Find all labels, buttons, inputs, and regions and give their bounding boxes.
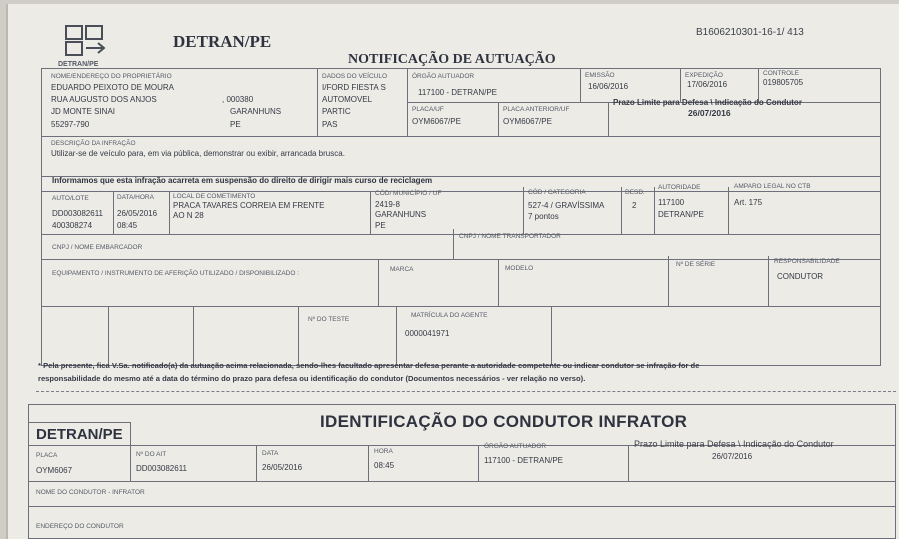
category-value: 527-4 / GRAVÍSSIMA [528, 201, 605, 210]
cnpj-transportador-label: CNPJ / NOME TRANSPORTADOR [459, 233, 561, 240]
authority-label: ÓRGÃO AUTUADOR [412, 73, 475, 80]
logo-caption: DETRAN/PE [58, 61, 99, 68]
brand-label: MARCA [390, 266, 414, 273]
suspension-note: Informamos que esta infração acarreta em suspensão do direito de dirigir mais curso de reciclagem [52, 176, 433, 185]
points-value: 7 pontos [528, 212, 559, 221]
agent-value: 0000041971 [405, 329, 450, 338]
city-uf: PE [375, 221, 386, 230]
owner-label: NOME/ENDEREÇO DO PROPRIETÁRIO [51, 73, 172, 80]
page-title: NOTIFICAÇÃO DE AUTUAÇÃO [348, 52, 556, 67]
id-date-label: DATA [262, 450, 279, 457]
main-form [41, 68, 881, 366]
authority-value: 117100 - DETRAN/PE [418, 88, 497, 97]
notice-line2: responsabilidade do mesmo até a data do término do prazo para defesa ou identificação do condutor (Documentos necessários - ver relação no verso). [38, 374, 586, 383]
city-label: CÓD/ MUNICÍPIO / UF [375, 190, 442, 197]
control-value: 019805705 [763, 78, 804, 87]
vehicle-category: PARTIC [322, 107, 351, 116]
owner-city: GARANHUNS [230, 107, 282, 116]
expedition-value: 17/06/2016 [687, 80, 728, 89]
description-label: DESCRIÇÃO DA INFRAÇÃO [51, 140, 136, 147]
local-label: LOCAL DE COMETIMENTO [173, 193, 256, 200]
vehicle-label: DADOS DO VEÍCULO [322, 73, 388, 80]
id-title: IDENTIFICAÇÃO DO CONDUTOR INFRATOR [320, 412, 688, 431]
id-deadline-value: 26/07/2016 [712, 452, 753, 461]
authority2-label: AUTORIDADE [658, 184, 701, 191]
local-line1: PRACA TAVARES CORREIA EM FRENTE [173, 201, 325, 210]
authority2-name: DETRAN/PE [658, 210, 704, 219]
lote-number: 400308274 [52, 221, 93, 230]
notice-line1: * Pela presente, fica V.Sa. notificado(a) da autuação acima relacionada, sendo-lhes facultado apresentar defesa perante a autoridade competente ou indicar condutor se infração for de [38, 361, 700, 370]
id-ait-value: DD003082611 [136, 464, 188, 473]
city-name: GARANHUNS [375, 210, 427, 219]
id-plate-label: PLACA [36, 452, 58, 459]
description-value: Utilizar-se de veículo para, em via pública, demonstrar ou exibir, arrancada brusca. [51, 149, 345, 158]
tear-line [36, 391, 896, 392]
infraction-time: 08:45 [117, 221, 138, 230]
owner-uf: PE [230, 120, 241, 129]
responsibility-value: CONDUTOR [777, 272, 824, 281]
model-label: MODELO [505, 265, 534, 272]
serial-label: Nº DE SÉRIE [676, 261, 716, 268]
local-line2: AO N 28 [173, 211, 204, 220]
vehicle-model: I/FORD FIESTA S [322, 83, 386, 92]
test-number-label: Nº DO TESTE [308, 316, 350, 323]
datetime-label: DATA/HORA [117, 194, 154, 201]
owner-district: JD MONTE SINAI [51, 107, 116, 116]
legal-value: Art. 175 [734, 198, 763, 207]
desd-label: DESD. [625, 189, 645, 196]
vehicle-species: PAS [322, 120, 338, 129]
document-code: B1606210301-16-1/ 413 [696, 27, 804, 38]
responsibility-label: RESPONSABILIDADE [774, 258, 840, 265]
id-authority-label: ÓRGÃO AUTUADOR [484, 443, 547, 450]
prev-plate-value: OYM6067/PE [503, 117, 552, 126]
emission-label: EMISSÃO [585, 72, 615, 79]
infraction-date: 26/05/2016 [117, 209, 158, 218]
control-label: CONTROLE [763, 70, 800, 77]
category-label: CÓD / CATEGORIA [528, 189, 586, 196]
deadline-value: 26/07/2016 [688, 108, 731, 118]
desd-value: 2 [632, 201, 637, 210]
driver-address-label: ENDEREÇO DO CONDUTOR [36, 523, 124, 530]
plate-label: PLACA/UF [412, 106, 444, 113]
emission-value: 16/06/2016 [588, 82, 629, 91]
prev-plate-label: PLACA ANTERIOR/UF [503, 106, 570, 113]
legal-label: AMPARO LEGAL NO CTB [734, 183, 811, 190]
id-authority-value: 117100 - DETRAN/PE [484, 456, 563, 465]
id-date-value: 26/05/2016 [262, 463, 303, 472]
owner-name: EDUARDO PEIXOTO DE MOURA [51, 83, 174, 92]
auto-number: DD003082611 [52, 209, 104, 218]
id-time-label: HORA [374, 448, 393, 455]
id-org: DETRAN/PE [36, 426, 123, 443]
auto-label: AUTO/LOTE [52, 195, 89, 202]
owner-cep: 55297-790 [51, 120, 90, 129]
id-deadline-label: Prazo Limite para Defesa \ Indicação do Condutor [634, 439, 834, 449]
owner-street: RUA AUGUSTO DOS ANJOS [51, 95, 157, 104]
id-plate-value: OYM6067 [36, 466, 73, 475]
owner-number: , 000380 [222, 95, 254, 104]
org-name: DETRAN/PE [173, 32, 272, 51]
id-ait-label: Nº DO AIT [136, 451, 167, 458]
deadline-label: Prazo Limite para Defesa \ Indicação do Condutor [613, 98, 802, 107]
plate-value: OYM6067/PE [412, 117, 461, 126]
equipment-label: EQUIPAMENTO / INSTRUMENTO DE AFERIÇÃO UTILIZADO / DISPONIBILIZADO : [52, 270, 300, 277]
vehicle-type: AUTOMOVEL [322, 95, 373, 104]
agent-label: MATRÍCULA DO AGENTE [411, 312, 488, 319]
city-code: 2419-8 [375, 200, 400, 209]
expedition-label: EXPEDIÇÃO [685, 72, 723, 79]
authority2-code: 117100 [658, 198, 685, 207]
detran-logo [60, 22, 110, 60]
driver-name-label: NOME DO CONDUTOR - INFRATOR [36, 489, 145, 496]
notification-document [6, 4, 899, 539]
cnpj-embarcador-label: CNPJ / NOME EMBARCADOR [52, 244, 143, 251]
id-time-value: 08:45 [374, 461, 395, 470]
